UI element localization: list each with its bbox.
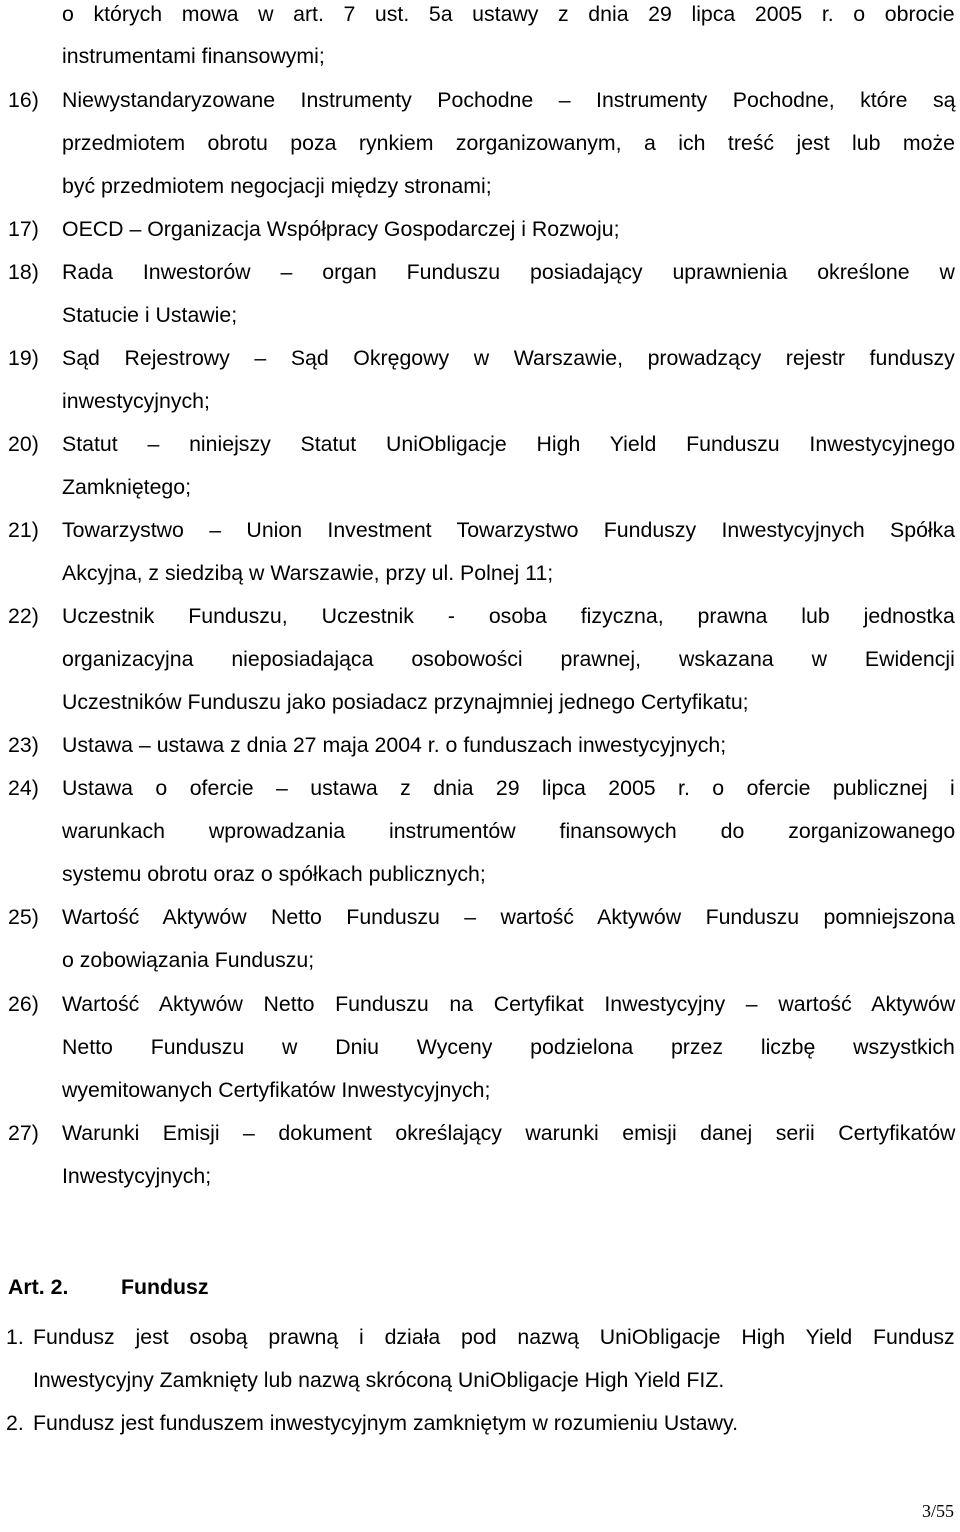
list-item-number: 25)	[8, 905, 39, 929]
list-item-line: Wartość Aktywów Netto Funduszu – wartość Aktywów Funduszu pomniejszona	[62, 905, 955, 929]
list-item-number: 18)	[8, 260, 39, 284]
paragraph-line: Fundusz jest funduszem inwestycyjnym zamkniętym w rozumieniu Ustawy.	[33, 1411, 739, 1435]
list-item-line: Wartość Aktywów Netto Funduszu na Certyfikat Inwestycyjny – wartość Aktywów	[62, 992, 956, 1016]
list-item-line: warunkach wprowadzania instrumentów finansowych do zorganizowanego	[62, 819, 956, 843]
list-item-line: przedmiotem obrotu poza rynkiem zorganizowanym, a ich treść jest lub może	[62, 131, 955, 155]
article-label: Art. 2.	[8, 1275, 69, 1299]
list-item-line: Statut – niniejszy Statut UniObligacje High Yield Funduszu Inwestycyjnego	[62, 432, 956, 456]
list-item-line: Warunki Emisji – dokument określający warunki emisji danej serii Certyfikatów	[62, 1121, 956, 1145]
list-item-line: Netto Funduszu w Dniu Wyceny podzielona przez liczbę wszystkich	[62, 1035, 955, 1059]
list-continuation-line: o których mowa w art. 7 ust. 5a ustawy z dnia 29 lipca 2005 r. o obrocie	[62, 2, 955, 26]
page-number: 3/55	[921, 1501, 954, 1521]
list-continuation-line: instrumentami finansowymi;	[62, 44, 325, 68]
list-item-line: wyemitowanych Certyfikatów Inwestycyjnych;	[62, 1078, 491, 1102]
article-title: Fundusz	[121, 1275, 209, 1299]
list-item-line: Towarzystwo – Union Investment Towarzystwo Funduszy Inwestycyjnych Spółka	[62, 518, 956, 542]
list-item-line: Niewystandaryzowane Instrumenty Pochodne – Instrumenty Pochodne, które są	[62, 88, 956, 112]
list-item-line: Inwestycyjnych;	[62, 1164, 212, 1188]
paragraph-number: 2.	[6, 1411, 24, 1435]
list-item-number: 16)	[8, 88, 39, 112]
list-item-number: 19)	[8, 346, 39, 370]
list-item-line: inwestycyjnych;	[62, 389, 210, 413]
list-item-line: Rada Inwestorów – organ Funduszu posiadający uprawnienia określone w	[62, 260, 955, 284]
paragraph-line: Fundusz jest osobą prawną i działa pod nazwą UniObligacje High Yield Fundusz	[33, 1325, 955, 1349]
paragraph-number: 1.	[6, 1325, 24, 1349]
list-item-line: Statucie i Ustawie;	[62, 303, 238, 327]
paragraph-line: Inwestycyjny Zamknięty lub nazwą skróconą UniObligacje High Yield FIZ.	[33, 1368, 725, 1392]
list-item-number: 22)	[8, 604, 39, 628]
list-item-line: Zamkniętego;	[62, 475, 192, 499]
list-item-line: Uczestników Funduszu jako posiadacz przynajmniej jednego Certyfikatu;	[62, 690, 749, 714]
list-item-number: 21)	[8, 518, 39, 542]
list-item-line: Uczestnik Funduszu, Uczestnik - osoba fizyczna, prawna lub jednostka	[62, 604, 955, 628]
list-item-line: organizacyjna nieposiadająca osobowości prawnej, wskazana w Ewidencji	[62, 647, 955, 671]
list-item-line: Akcyjna, z siedzibą w Warszawie, przy ul. Polnej 11;	[62, 561, 554, 585]
list-item-line: być przedmiotem negocjacji między stronami;	[62, 174, 492, 198]
list-item-number: 26)	[8, 992, 39, 1016]
list-item-line: systemu obrotu oraz o spółkach publicznych;	[62, 862, 486, 886]
list-item-number: 20)	[8, 432, 39, 456]
list-item-line: Ustawa o ofercie – ustawa z dnia 29 lipca 2005 r. o ofercie publicznej i	[62, 776, 955, 800]
list-item-line: o zobowiązania Funduszu;	[62, 948, 315, 972]
list-item-number: 27)	[8, 1121, 39, 1145]
list-item-line: Sąd Rejestrowy – Sąd Okręgowy w Warszawie, prowadzący rejestr funduszy	[62, 346, 955, 370]
list-item-number: 17)	[8, 217, 39, 241]
list-item-number: 24)	[8, 776, 39, 800]
list-item-number: 23)	[8, 733, 39, 757]
list-item-line: OECD – Organizacja Współpracy Gospodarczej i Rozwoju;	[62, 217, 620, 241]
list-item-line: Ustawa – ustawa z dnia 27 maja 2004 r. o funduszach inwestycyjnych;	[62, 733, 727, 757]
